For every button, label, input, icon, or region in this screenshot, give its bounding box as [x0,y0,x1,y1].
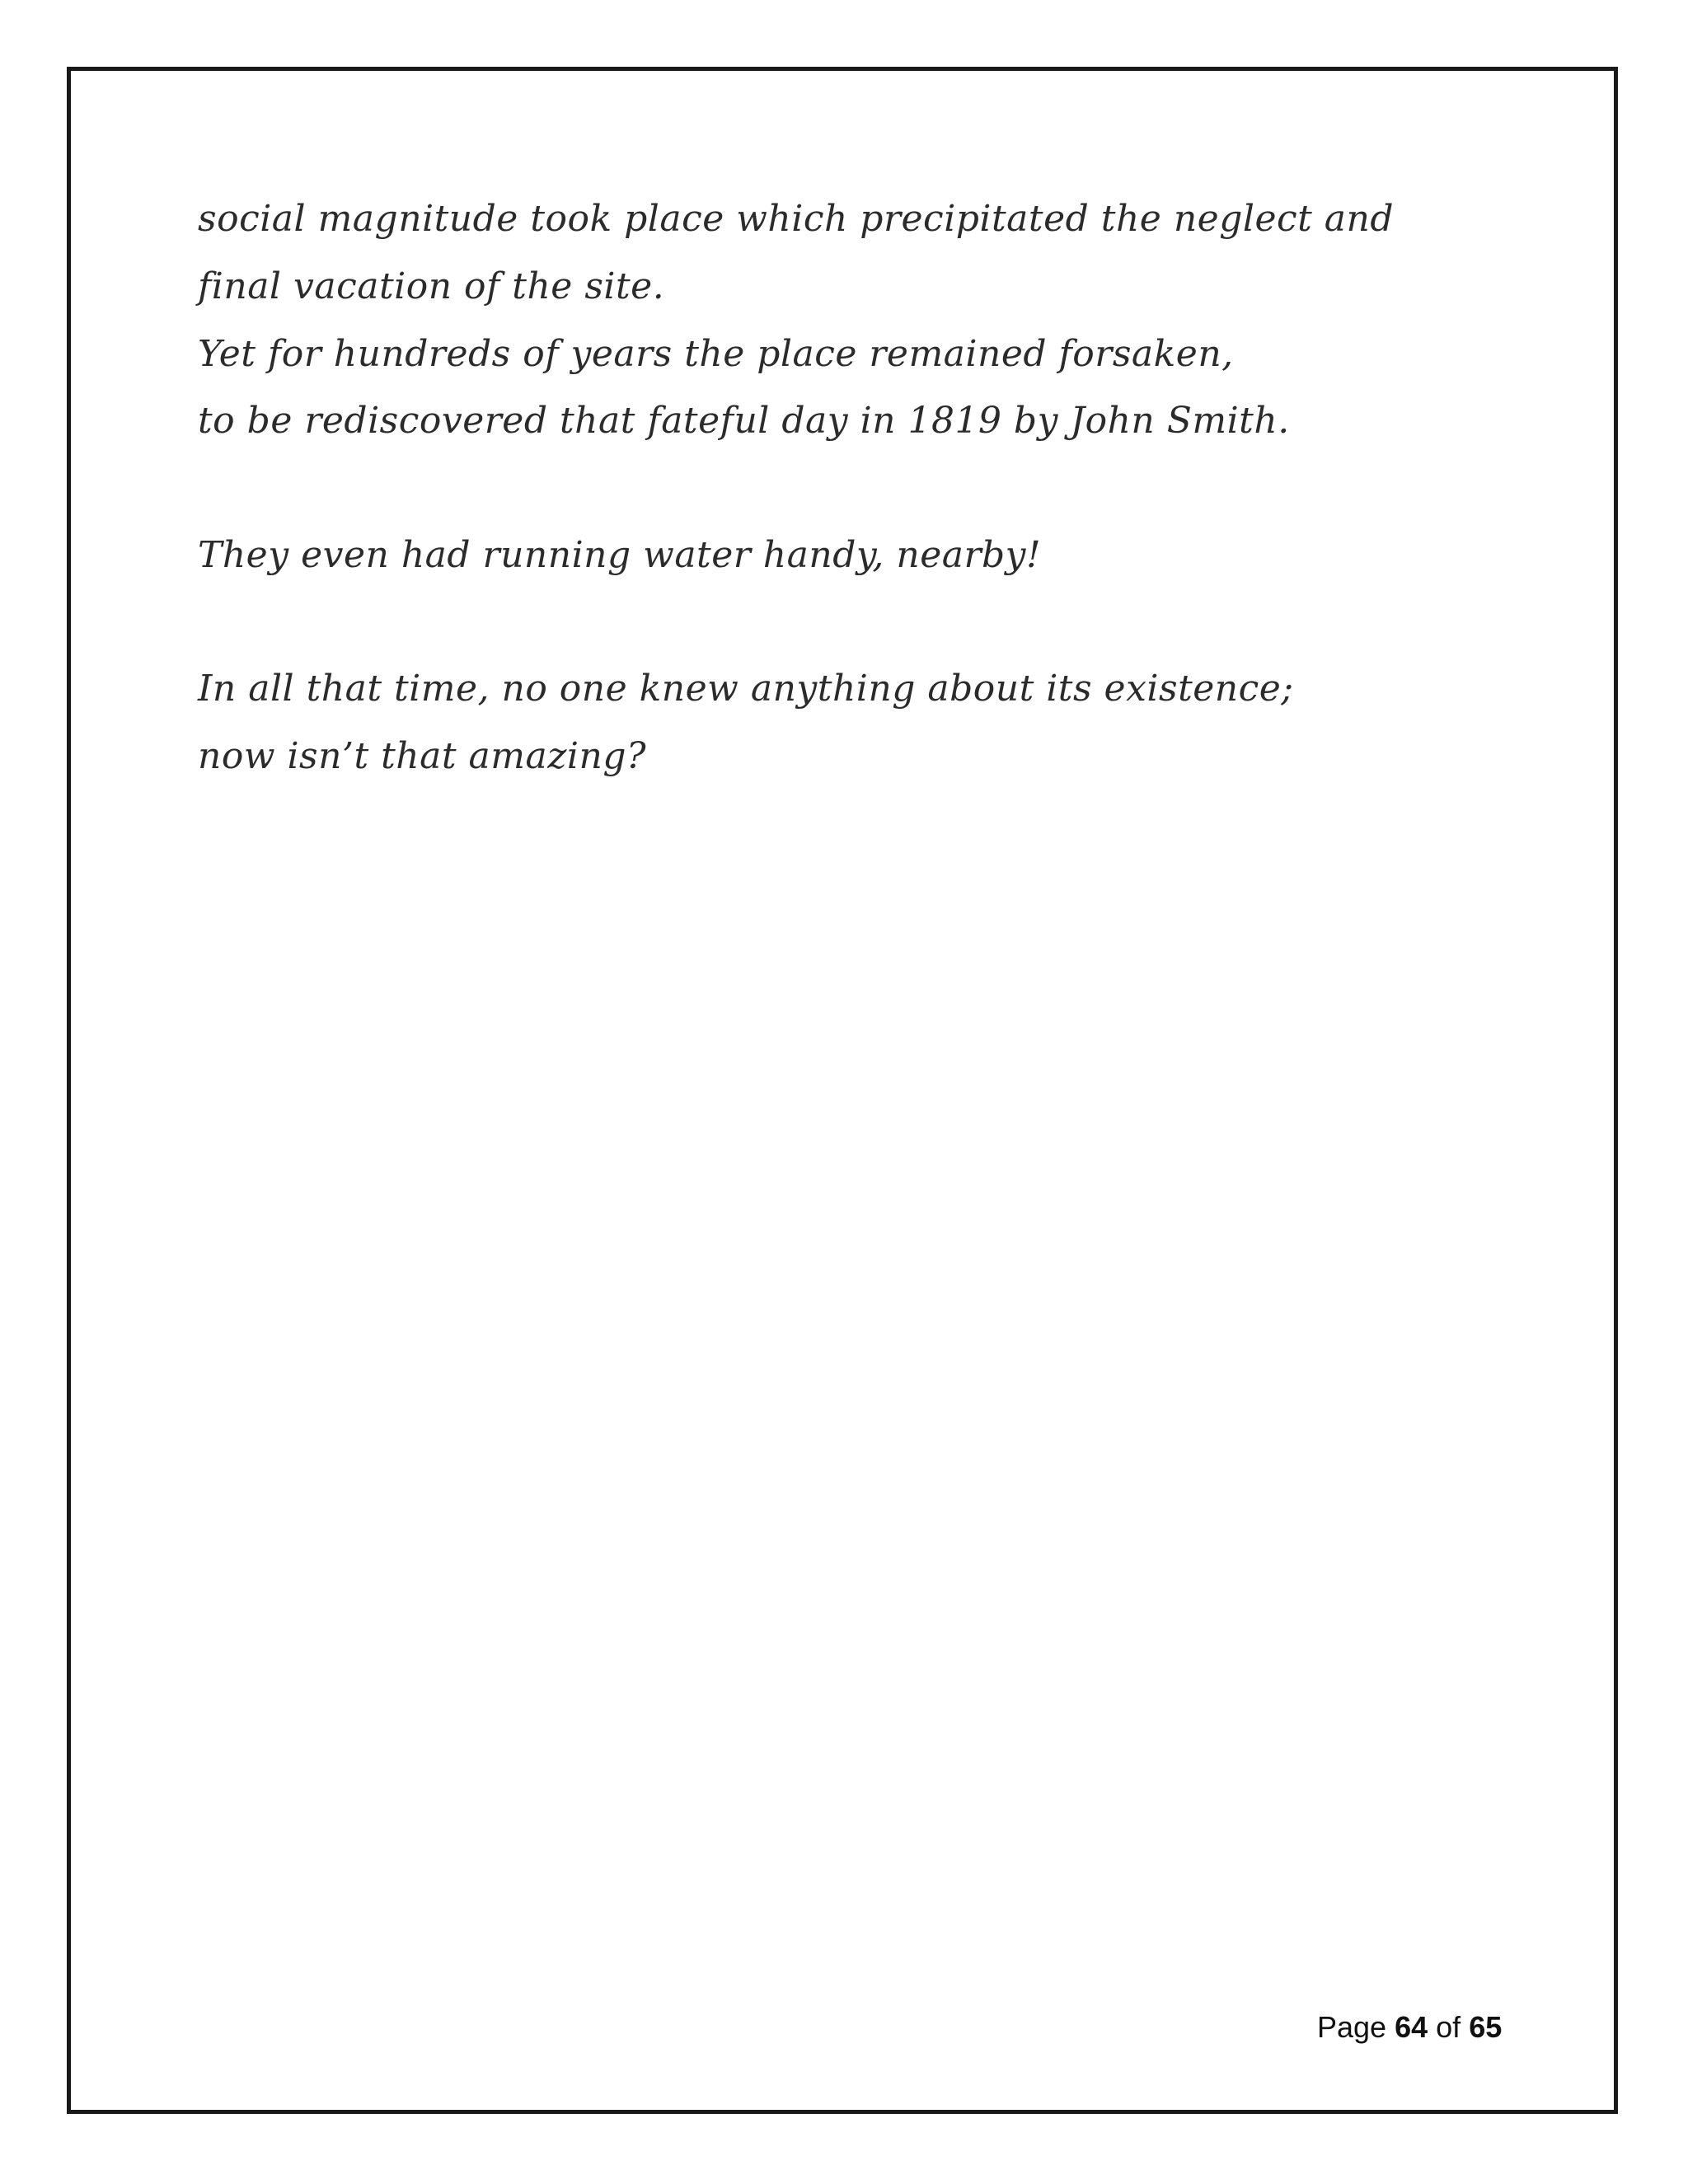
text-line: They even had running water handy, nearby! [198,534,1042,576]
text-line: final vacation of the site. [198,265,665,307]
page-number [1317,2010,1502,2045]
text-line: Yet for hundreds of years the place remained forsaken, [198,333,1234,375]
text-line: to be rediscovered that fateful day in 1819 by John Smith. [198,400,1290,442]
text-line: now isn’t that amazing? [198,735,647,777]
page-label: Page [1317,2010,1387,2044]
text-line: In all that time, no one knew anything about its existence; [198,668,1294,710]
text-line: social magnitude took place which precipitated the neglect and [198,198,1395,240]
total-pages: 65 [1469,2010,1503,2044]
current-page: 64 [1395,2010,1428,2044]
of-label: of [1436,2010,1461,2044]
